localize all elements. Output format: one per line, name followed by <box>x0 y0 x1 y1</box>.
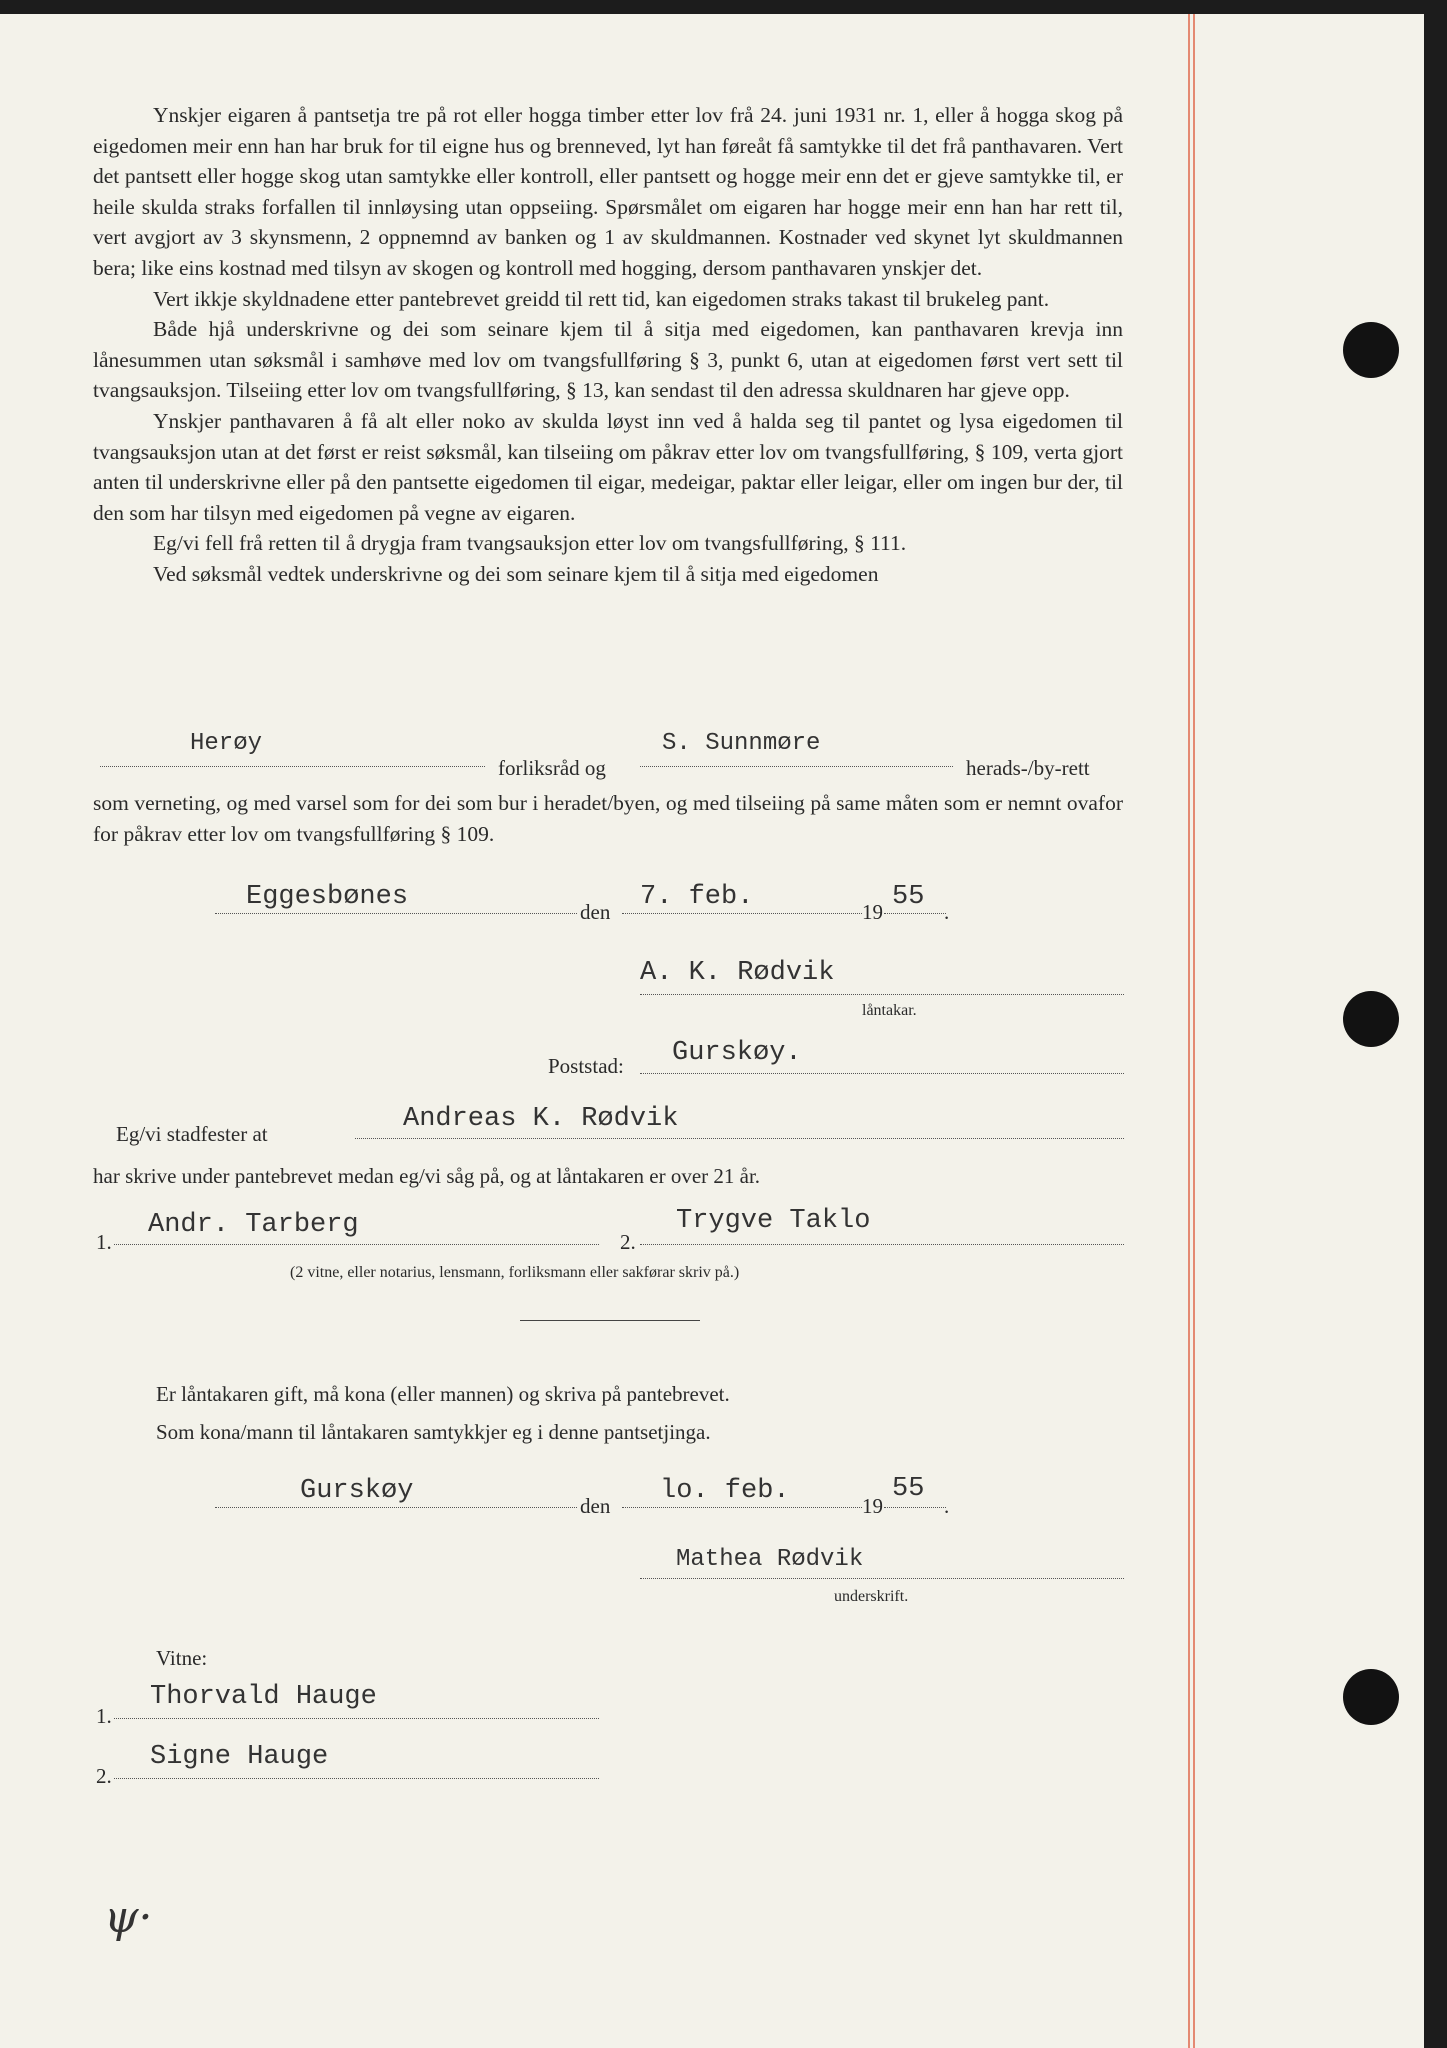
spouse-witness1-number: 1. <box>96 1704 112 1728</box>
den-label: den <box>580 900 611 924</box>
spouse-witness2-name: Signe Hauge <box>150 1742 329 1772</box>
margin-line <box>1188 14 1190 2048</box>
signing-place: Eggesbønes <box>246 882 409 912</box>
paragraph-collection: Både hjå underskrivne og dei som seinare kjem til å sitja med eigedomen, kan panthavaren krevja inn lånesummen utan søksmål i samhøve med lov om tvangsfullføring § 3, punkt 6, utan at eigedomen først vert sett til tvangsauksjon. Tilseiing etter lov om tvangsfullføring, § 13, kan sendast til den adressa skuldnaren har gjeve opp. <box>93 317 1123 403</box>
year-period: . <box>944 900 950 924</box>
spouse-witness2-number: 2. <box>96 1764 112 1788</box>
witness1-number: 1. <box>96 1230 112 1254</box>
witness2-number: 2. <box>620 1230 636 1254</box>
spouse-place: Gurskøy <box>300 1476 414 1506</box>
poststad-value: Gurskøy. <box>672 1038 802 1068</box>
spouse-line2: Som kona/mann til låntakaren samtykkjer eg i denne pantsetjinga. <box>156 1420 711 1444</box>
place-line <box>215 913 577 914</box>
spouse-year-period: . <box>944 1494 950 1518</box>
spouse-signature-label: underskrift. <box>834 1588 909 1605</box>
spouse-year-line <box>884 1507 946 1508</box>
spouse-witness1-name: Thorvald Hauge <box>150 1682 377 1712</box>
year-line <box>884 913 946 914</box>
paragraph-auction: Ynskjer panthavaren å få alt eller noko av skulda løyst inn ved å halda seg til pantet og lysa eigedomen til tvangsauksjon utan at det først er reist søksmål, kan tilseiing om påkrav etter lov om tvangsfullføring, § 109, verta gjort anten til underskrivne eller på den pantsette eigedomen til eigar, medeigar, paktar eller leigar, eller om ingen bur der, til den som har tilsyn med eigedomen på vegne av eigaren. <box>93 408 1123 525</box>
forliksrad-value: Herøy <box>190 730 263 757</box>
spouse-year-prefix: 19 <box>862 1494 883 1518</box>
terms-text <box>93 100 1123 590</box>
section-divider <box>520 1320 700 1321</box>
handwritten-initials: ψ· <box>104 1892 153 1943</box>
witness2-name: Trygve Taklo <box>676 1206 871 1236</box>
poststad-line <box>640 1073 1124 1074</box>
borrower-signature: A. K. Rødvik <box>640 958 835 988</box>
margin-line-2 <box>1193 14 1195 2048</box>
confirmation-line <box>355 1138 1124 1139</box>
poststad-label: Poststad: <box>548 1054 624 1078</box>
witness2-line <box>640 1244 1124 1245</box>
paragraph-logging: Ynskjer eigaren å pantsetja tre på rot eller hogga timber etter lov frå 24. juni 1931 nr. 1, eller å hogga skog på eigedomen meir enn han har bruk for til eigne hus og brenneved, lyt han føreåt få samtykke til det frå panthavaren. Vert det pantsett eller hogge skog utan samtykke eller kontroll, eller pantsett og hogge meir enn det er gjeve samtykke til, er heile skulda straks forfallen til innløysing utan oppseiing. Spørsmålet om eigaren har hogge meir enn han har rett til, vert avgjort av 3 skynsmenn, 2 oppnemnd av banken og 1 av skuldmannen. Kostnader ved skynet lyt skuldmannen bera; like eins kostnad med tilsyn av skogen og kontroll med hogging, dersom panthavaren ynskjer det. <box>93 103 1123 280</box>
venue-continuation: som verneting, og med varsel som for dei som bur i heradet/byen, og med tilseiing på same måten som er nemnt ovafor for påkrav etter lov om tvangsfullføring § 109. <box>93 791 1123 846</box>
paragraph-default: Vert ikkje skyldnadene etter pantebrevet greidd til rett tid, kan eigedomen straks takast til brukeleg pant. <box>153 286 1050 311</box>
paragraph-venue: Ved søksmål vedtek underskrivne og dei som seinare kjem til å sitja med eigedomen <box>153 561 879 586</box>
paragraph-waiver: Eg/vi fell frå retten til å drygja fram tvangsauksjon etter lov om tvangsfullføring, § 111. <box>153 531 907 556</box>
signing-date: 7. feb. <box>640 882 754 912</box>
witness-note: (2 vitne, eller notarius, lensmann, forliksmann eller sakførar skriv på.) <box>290 1264 740 1281</box>
vitne-label: Vitne: <box>156 1646 208 1670</box>
punch-hole-top <box>1343 322 1399 378</box>
signature-line <box>640 994 1124 995</box>
witness1-line <box>114 1244 599 1245</box>
document-page <box>0 14 1424 2048</box>
confirmation-statement: har skrive under pantebrevet medan eg/vi såg på, og at låntakaren er over 21 år. <box>93 1164 761 1188</box>
year-prefix: 19 <box>862 900 883 924</box>
confirmation-name: Andreas K. Rødvik <box>403 1104 679 1134</box>
spouse-date-line <box>622 1507 862 1508</box>
forliksrad-label: forliksråd og <box>498 756 606 780</box>
spouse-date: lo. feb. <box>660 1476 790 1506</box>
witness1-name: Andr. Tarberg <box>148 1210 359 1240</box>
spouse-place-line <box>215 1507 577 1508</box>
confirmation-label: Eg/vi stadfester at <box>116 1122 268 1146</box>
year-suffix: 55 <box>892 882 925 912</box>
date-line <box>622 913 862 914</box>
spouse-year-suffix: 55 <box>892 1474 925 1504</box>
spouse-signature: Mathea Rødvik <box>676 1546 864 1573</box>
punch-hole-bottom <box>1343 1669 1399 1725</box>
spouse-witness2-line <box>114 1778 599 1779</box>
spouse-den-label: den <box>580 1494 611 1518</box>
forliksrad-line <box>100 766 485 767</box>
herad-line <box>640 766 953 767</box>
punch-hole-middle <box>1343 991 1399 1047</box>
borrower-signature-label: låntakar. <box>862 1002 917 1019</box>
herad-value: S. Sunnmøre <box>662 730 821 757</box>
spouse-witness1-line <box>114 1718 599 1719</box>
spouse-signature-line <box>640 1578 1124 1579</box>
herad-label: herads-/by-rett <box>966 756 1090 780</box>
spouse-line1: Er låntakaren gift, må kona (eller mannen) og skriva på pantebrevet. <box>156 1382 730 1406</box>
